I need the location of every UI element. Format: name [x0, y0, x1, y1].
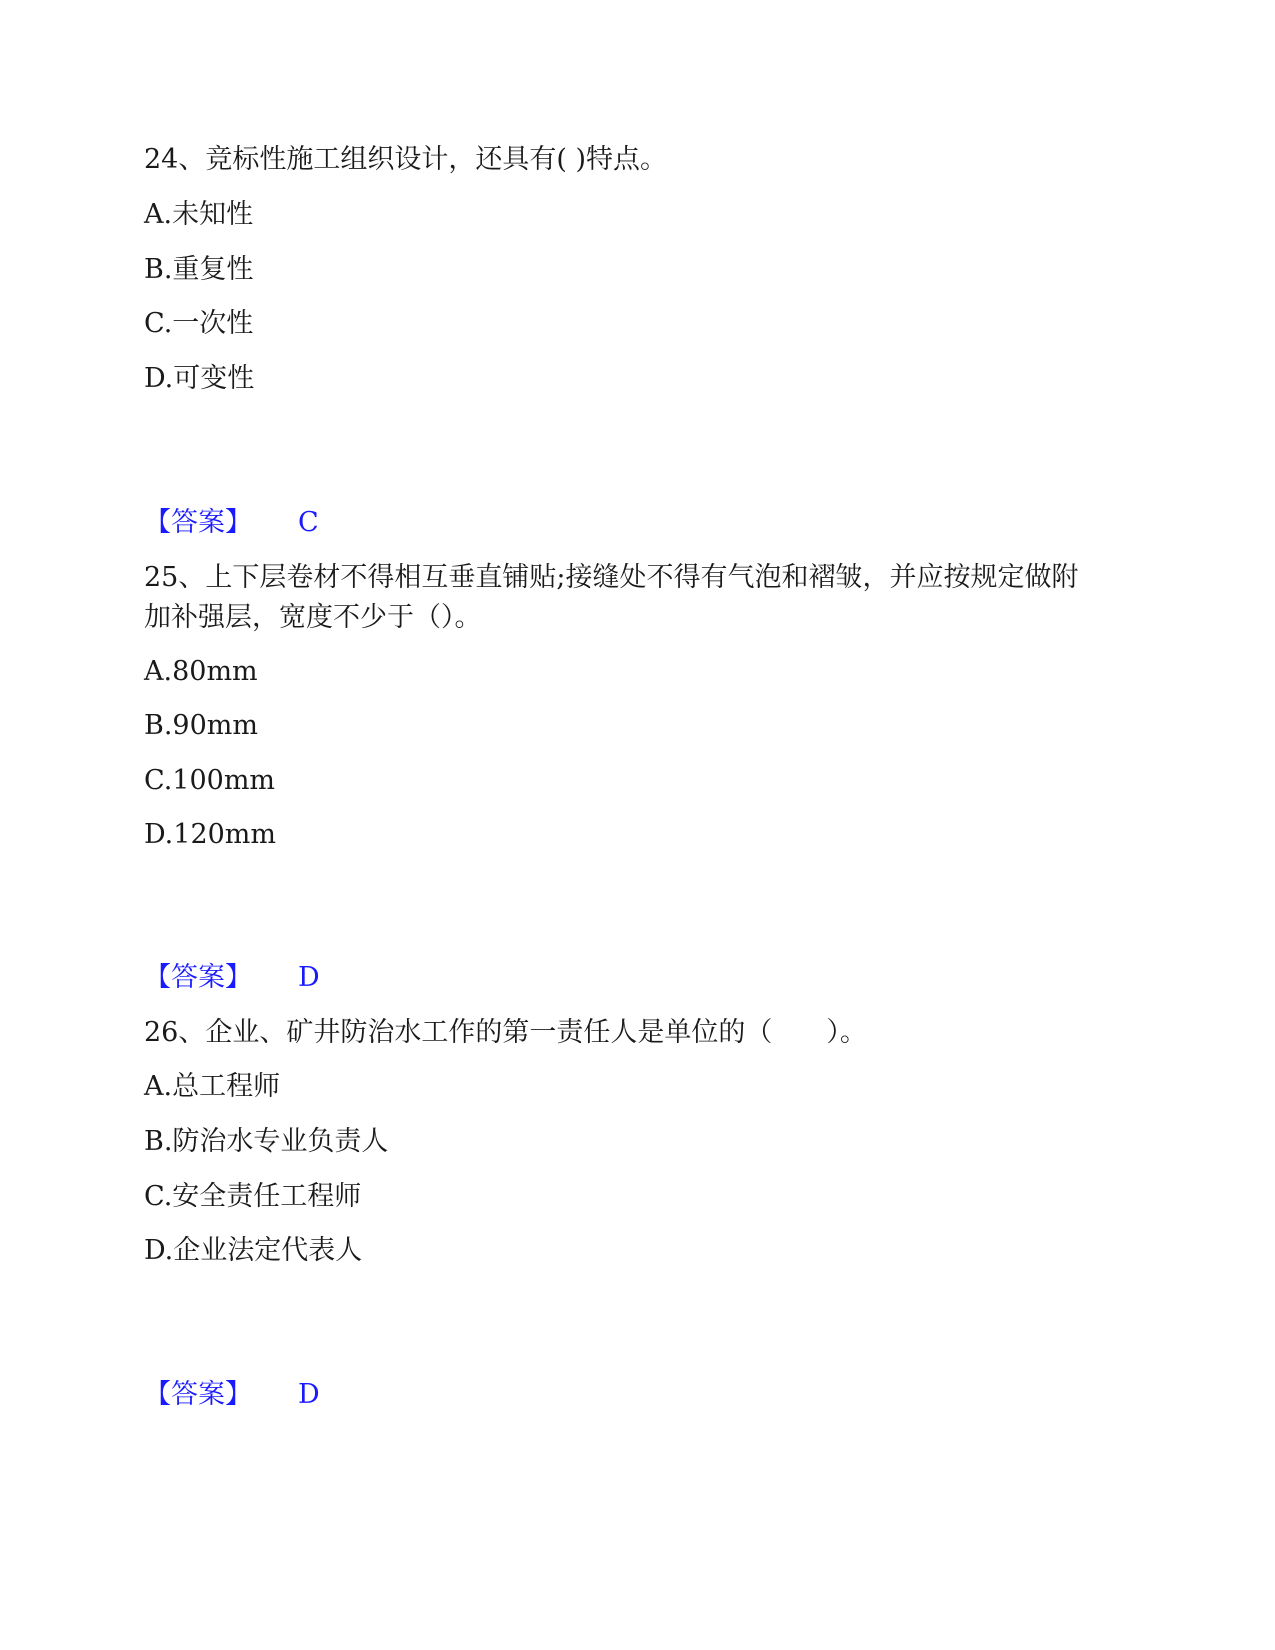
- question-26-option-b: B.防治水专业负责人: [144, 1126, 389, 1157]
- question-26-answer: [144, 1375, 320, 1415]
- question-25-answer: [144, 958, 320, 998]
- question-26-option-c: C.安全责任工程师: [144, 1181, 362, 1212]
- question-24-option-a: A.未知性: [144, 199, 254, 230]
- question-25-option-a: A.80mm: [144, 656, 258, 687]
- question-26-option-a: A.总工程师: [144, 1071, 281, 1102]
- question-24-answer: [144, 503, 319, 543]
- question-24-option-c: C.一次性: [144, 308, 254, 339]
- question-25-stem: 25、上下层卷材不得相互垂直铺贴;接缝处不得有气泡和褶皱，并应按规定做附加补强层，宽度不少于（）。: [144, 562, 1079, 633]
- answer-label: 【答案】: [144, 1379, 252, 1410]
- question-25-option-d: D.120mm: [144, 819, 277, 850]
- answer-value: D: [298, 1379, 320, 1410]
- question-25-option-b: B.90mm: [144, 710, 258, 741]
- question-25-option-c: C.100mm: [144, 765, 276, 796]
- question-26-stem: 26、企业、矿井防治水工作的第一责任人是单位的（ ）。: [144, 1017, 867, 1048]
- question-24-stem: 24、竞标性施工组织设计，还具有( )特点。: [144, 144, 668, 175]
- answer-label: 【答案】: [144, 962, 252, 993]
- question-24-option-d: D.可变性: [144, 363, 255, 394]
- answer-value: D: [298, 962, 320, 993]
- question-24-option-b: B.重复性: [144, 254, 254, 285]
- question-26-option-d: D.企业法定代表人: [144, 1235, 363, 1266]
- answer-value: C: [298, 507, 319, 538]
- answer-label: 【答案】: [144, 507, 252, 538]
